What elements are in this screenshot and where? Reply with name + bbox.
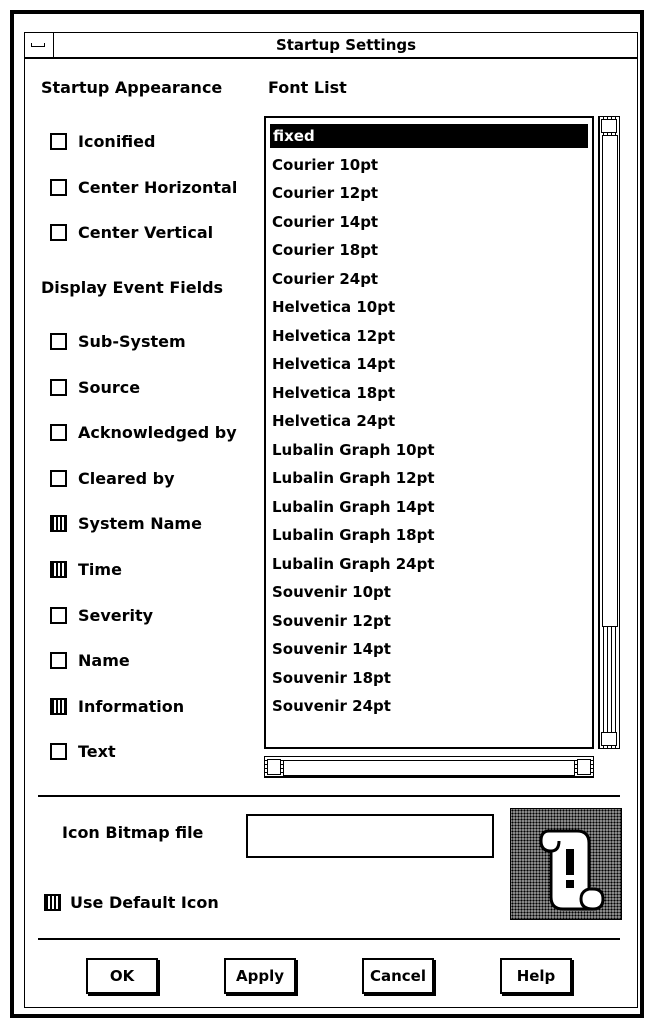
startup-appearance-label: Center Horizontal	[78, 177, 238, 197]
font-list-item[interactable]: fixed	[270, 124, 588, 148]
vertical-scroll-thumb[interactable]	[602, 135, 618, 627]
display-event-fields-heading: Display Event Fields	[41, 278, 224, 297]
font-list-item[interactable]: Souvenir 12pt	[272, 611, 391, 630]
event-field-checkbox[interactable]	[50, 333, 67, 350]
font-list-item[interactable]: Helvetica 24pt	[272, 412, 396, 430]
startup-appearance-checkbox[interactable]	[50, 133, 67, 150]
help-button[interactable]: Help	[500, 958, 572, 994]
event-field-label: Information	[78, 696, 185, 716]
font-list-item[interactable]: Lubalin Graph 18pt	[272, 526, 435, 544]
event-field-checkbox[interactable]	[50, 607, 67, 624]
use-default-icon-label: Use Default Icon	[70, 893, 219, 912]
event-field-label: Source	[78, 377, 141, 397]
font-list-item[interactable]: Lubalin Graph 24pt	[272, 554, 435, 573]
font-list-item[interactable]: Lubalin Graph 14pt	[272, 497, 435, 516]
event-field-label: System Name	[78, 514, 202, 534]
scroll-left-arrow-icon[interactable]	[267, 759, 281, 775]
font-list-item[interactable]: Helvetica 18pt	[272, 383, 396, 402]
event-field-checkbox[interactable]	[50, 515, 67, 532]
font-list[interactable]	[264, 116, 594, 749]
event-field-checkbox[interactable]	[50, 561, 67, 578]
startup-appearance-label: Iconified	[78, 132, 156, 151]
scroll-right-arrow-icon[interactable]	[577, 759, 591, 775]
startup-appearance-checkbox[interactable]	[50, 179, 67, 196]
font-list-heading: Font List	[268, 78, 347, 97]
ok-button[interactable]: OK	[86, 958, 158, 994]
icon-preview	[510, 808, 622, 920]
font-list-item[interactable]: Souvenir 24pt	[272, 697, 391, 715]
event-field-checkbox[interactable]	[50, 379, 67, 396]
event-field-label: Severity	[78, 605, 154, 625]
font-list-item[interactable]: Souvenir 10pt	[272, 583, 391, 601]
font-list-item[interactable]: Courier 24pt	[272, 269, 379, 288]
event-field-checkbox[interactable]	[50, 470, 67, 487]
font-list-item[interactable]: Helvetica 10pt	[272, 298, 396, 316]
font-list-item[interactable]: Helvetica 12pt	[272, 326, 396, 345]
event-field-label: Acknowledged by	[78, 423, 237, 443]
startup-appearance-heading: Startup Appearance	[41, 78, 223, 97]
startup-appearance-label: Center Vertical	[78, 223, 214, 242]
separator	[38, 795, 620, 797]
font-list-item[interactable]: Souvenir 14pt	[272, 640, 391, 658]
horizontal-scroll-thumb[interactable]	[283, 760, 575, 776]
event-field-checkbox[interactable]	[50, 652, 67, 669]
event-field-label: Text	[78, 742, 116, 762]
window-title: Startup Settings	[275, 36, 417, 54]
scroll-up-arrow-icon[interactable]	[601, 119, 617, 133]
font-list-item[interactable]: Courier 10pt	[272, 155, 379, 174]
event-field-label: Name	[78, 651, 130, 671]
window-menu-icon	[31, 43, 45, 47]
apply-button[interactable]: Apply	[224, 958, 296, 994]
event-field-checkbox[interactable]	[50, 743, 67, 760]
font-list-item[interactable]: Courier 14pt	[272, 212, 379, 231]
icon-bitmap-label: Icon Bitmap file	[62, 823, 204, 842]
cancel-button[interactable]: Cancel	[362, 958, 434, 994]
icon-bitmap-file-field[interactable]	[246, 814, 494, 858]
scroll-exclamation-icon	[511, 809, 621, 919]
font-list-item[interactable]: Courier 18pt	[272, 241, 379, 259]
event-field-label: Time	[78, 560, 122, 579]
event-field-label: Sub-System	[78, 332, 186, 351]
use-default-icon-checkbox[interactable]	[44, 894, 61, 911]
font-list-item[interactable]: Lubalin Graph 10pt	[272, 440, 435, 459]
event-field-label: Cleared by	[78, 468, 175, 488]
font-list-vertical-scrollbar[interactable]	[598, 116, 620, 749]
font-list-item[interactable]: Helvetica 14pt	[272, 355, 396, 373]
event-field-checkbox[interactable]	[50, 424, 67, 441]
font-list-horizontal-scrollbar[interactable]	[264, 756, 594, 778]
scroll-down-arrow-icon[interactable]	[601, 732, 617, 746]
window-menu-button[interactable]	[24, 32, 54, 58]
font-list-item[interactable]: Souvenir 18pt	[272, 668, 391, 687]
font-list-item[interactable]: Courier 12pt	[272, 184, 379, 202]
startup-appearance-checkbox[interactable]	[50, 224, 67, 241]
separator	[38, 938, 620, 940]
event-field-checkbox[interactable]	[50, 698, 67, 715]
font-list-item[interactable]: Lubalin Graph 12pt	[272, 469, 435, 487]
